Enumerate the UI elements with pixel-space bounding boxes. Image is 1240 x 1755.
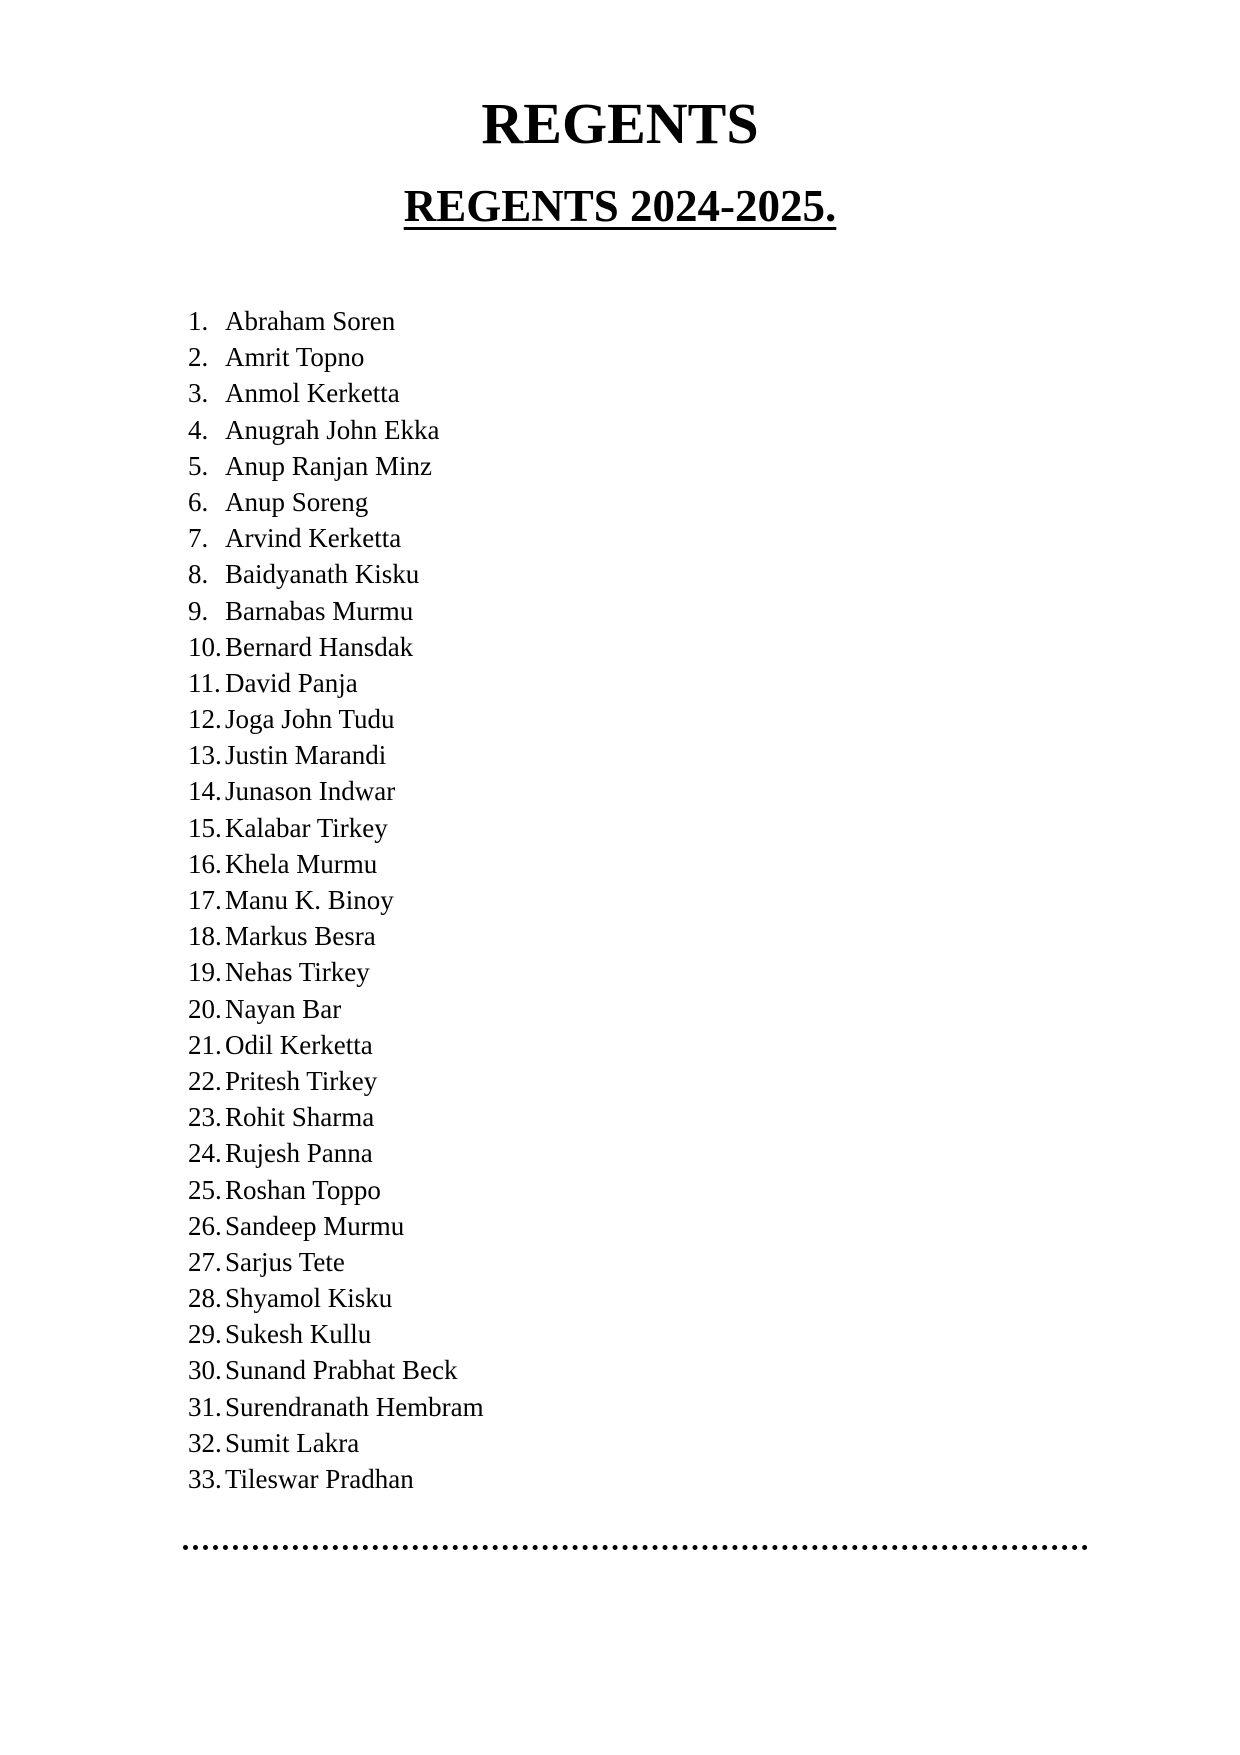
subtitle-text: REGENTS 2024-2025. [403, 181, 837, 231]
list-item [188, 1063, 484, 1099]
regent-number: 9. [188, 595, 209, 626]
list-item [188, 629, 484, 665]
list-item [188, 773, 484, 809]
list-item [188, 882, 484, 918]
regent-number: 4. [188, 414, 209, 445]
list-item [188, 303, 484, 339]
regent-number: 27. [188, 1246, 222, 1277]
regent-name: Baidyanath Kisku [225, 559, 420, 590]
regent-number: 10. [188, 631, 222, 662]
regent-name: Amrit Topno [225, 342, 365, 373]
regent-name: Kalabar Tirkey [225, 812, 388, 843]
regent-number: 18. [188, 921, 222, 952]
page-subtitle [0, 178, 1240, 234]
regent-number: 29. [188, 1319, 222, 1350]
regent-number: 12. [188, 704, 222, 735]
list-item [188, 1280, 484, 1316]
list-item [188, 593, 484, 629]
list-item [188, 1135, 484, 1171]
list-item [188, 918, 484, 954]
list-item [188, 1208, 484, 1244]
regent-number: 30. [188, 1355, 222, 1386]
regent-name: Sarjus Tete [225, 1246, 345, 1277]
list-item [188, 1244, 484, 1280]
list-item [188, 1461, 484, 1497]
list-item [188, 1352, 484, 1388]
list-item [188, 1099, 484, 1135]
regent-name: Joga John Tudu [225, 704, 395, 735]
regent-number: 13. [188, 740, 222, 771]
regent-number: 15. [188, 812, 222, 843]
list-item [188, 1316, 484, 1352]
list-item [188, 665, 484, 701]
page-title: REGENTS [481, 91, 759, 156]
dotted-divider [183, 1545, 1088, 1550]
regent-name: Junason Indwar [225, 776, 396, 807]
regent-number: 17. [188, 885, 222, 915]
list-item [188, 339, 484, 375]
regent-name: Arvind Kerketta [225, 523, 402, 554]
regents-list [188, 303, 484, 1497]
regent-name: Abraham Soren [225, 306, 396, 336]
regent-number: 8. [188, 559, 209, 590]
regent-name: Nayan Bar [225, 993, 342, 1024]
list-item [188, 701, 484, 737]
regent-number: 7. [188, 523, 209, 554]
regent-number: 21. [188, 1029, 222, 1060]
regent-number: 24. [188, 1138, 222, 1169]
regent-name: Khela Murmu [225, 848, 378, 879]
regent-name: Odil Kerketta [225, 1029, 373, 1060]
regent-number: 6. [188, 486, 209, 517]
regent-name: Rujesh Panna [225, 1138, 373, 1169]
regent-number: 28. [188, 1283, 222, 1314]
regent-name: Sumit Lakra [225, 1427, 360, 1458]
regent-number: 5. [188, 450, 209, 481]
regent-number: 19. [188, 957, 222, 988]
regent-name: Anup Ranjan Minz [225, 450, 432, 481]
regent-name: Surendranath Hembram [225, 1391, 484, 1422]
regent-name: Anugrah John Ekka [225, 414, 440, 445]
regent-name: Barnabas Murmu [225, 595, 414, 626]
regent-name: Bernard Hansdak [225, 631, 414, 662]
regent-number: 14. [188, 776, 222, 807]
regent-name: Sandeep Murmu [225, 1210, 405, 1241]
regent-name: Tileswar Pradhan [225, 1464, 414, 1494]
regent-name: Anmol Kerketta [225, 378, 400, 409]
list-item [188, 375, 484, 411]
list-item [188, 846, 484, 882]
regent-number: 3. [188, 378, 209, 409]
regent-name: Sunand Prabhat Beck [225, 1355, 458, 1386]
regent-number: 26. [188, 1210, 222, 1241]
regent-name: David Panja [225, 667, 358, 698]
list-item [188, 520, 484, 556]
list-item [188, 1389, 484, 1425]
regent-name: Markus Besra [225, 921, 376, 952]
list-item [188, 412, 484, 448]
regent-name: Nehas Tirkey [225, 957, 370, 988]
list-item [188, 1172, 484, 1208]
list-item [188, 737, 484, 773]
list-item [188, 1027, 484, 1063]
regent-name: Justin Marandi [225, 740, 387, 771]
regent-number: 23. [188, 1102, 222, 1133]
regent-number: 2. [188, 342, 209, 373]
regent-name: Shyamol Kisku [225, 1283, 393, 1314]
regent-number: 33. [188, 1464, 222, 1494]
regent-name: Manu K. Binoy [225, 885, 394, 915]
regent-number: 16. [188, 848, 222, 879]
list-item [188, 1425, 484, 1461]
regent-number: 31. [188, 1391, 222, 1422]
list-item [188, 484, 484, 520]
regent-name: Anup Soreng [225, 486, 369, 517]
regent-number: 20. [188, 993, 222, 1024]
regent-number: 25. [188, 1174, 222, 1205]
regent-name: Rohit Sharma [225, 1102, 375, 1133]
regent-number: 22. [188, 1065, 222, 1096]
list-item [188, 556, 484, 592]
list-item [188, 810, 484, 846]
regent-name: Pritesh Tirkey [225, 1065, 378, 1096]
list-item [188, 954, 484, 990]
regent-name: Roshan Toppo [225, 1174, 381, 1205]
list-item [188, 991, 484, 1027]
regent-name: Sukesh Kullu [225, 1319, 372, 1350]
regent-number: 11. [188, 667, 221, 698]
regent-number: 32. [188, 1427, 222, 1458]
regent-number: 1. [188, 306, 209, 336]
list-item [188, 448, 484, 484]
